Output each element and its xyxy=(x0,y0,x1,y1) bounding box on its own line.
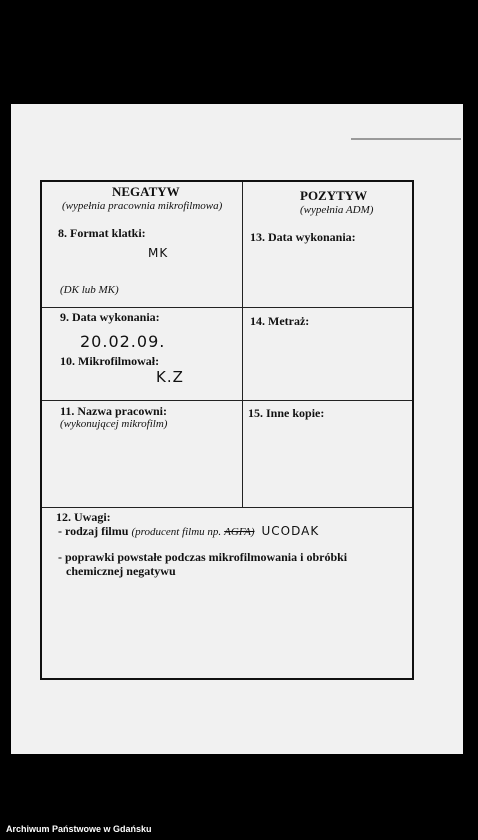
field11-label: 11. Nazwa pracowni: xyxy=(60,404,167,418)
field14-label: 14. Metraż: xyxy=(250,314,310,328)
field13-label: 13. Data wykonania: xyxy=(250,230,356,244)
column-divider xyxy=(242,182,243,507)
archive-footer: Archiwum Państwowe w Gdańsku xyxy=(6,824,152,834)
row-divider-2 xyxy=(42,400,412,401)
field12-line1 xyxy=(58,524,319,539)
field15-label: 15. Inne kopie: xyxy=(248,406,325,420)
pozytyw-title: POZYTYW xyxy=(300,188,368,203)
field12-line2: - poprawki powstałe podczas mikrofilmowania i obróbki xyxy=(58,550,348,564)
field12-label: 12. Uwagi: xyxy=(56,510,111,524)
field12-line3: chemicznej negatywu xyxy=(66,564,176,578)
row-divider-1 xyxy=(42,307,412,308)
row-divider-3 xyxy=(42,507,412,508)
negatyw-subtitle: (wypełnia pracownia mikrofilmowa) xyxy=(62,200,223,212)
field12-line1-prefix: - rodzaj filmu xyxy=(58,524,129,538)
field10-value: K.Z xyxy=(156,368,184,386)
field12-line1-struck: AGFA) xyxy=(224,526,255,538)
field10-label: 10. Mikrofilmował: xyxy=(60,354,160,368)
microfilm-form xyxy=(40,180,414,680)
negatyw-title: NEGATYW xyxy=(112,184,180,199)
field11-note: (wykonującej mikrofilm) xyxy=(60,418,168,430)
field8-note: (DK lub MK) xyxy=(60,284,119,296)
field8-label: 8. Format klatki: xyxy=(58,226,146,240)
field9-value: 20.02.09. xyxy=(80,332,166,351)
field12-line1-value: UCODAK xyxy=(261,524,320,538)
field9-label: 9. Data wykonania: xyxy=(60,310,160,324)
pozytyw-subtitle: (wypełnia ADM) xyxy=(300,204,374,216)
field12-line1-note: (producent filmu np. xyxy=(131,526,222,538)
field8-value: MK xyxy=(148,246,169,260)
